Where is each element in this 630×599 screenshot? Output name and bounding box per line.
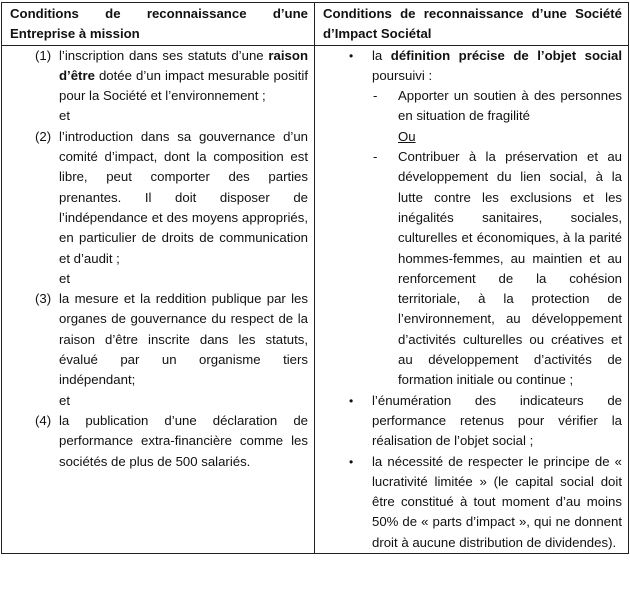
bullet-lucrativite-limitee	[323, 452, 622, 553]
header-entreprise-a-mission: Conditions de reconnaissance d’une Entreprise à mission	[2, 3, 315, 46]
table-body-row	[2, 45, 629, 553]
sub-item-text: Apporter un soutien à des personnes en situation de fragilité	[398, 88, 622, 124]
bullet-text-end: poursuivi :	[372, 67, 433, 83]
header-societe-impact-societal: Conditions de reconnaissance d’une Société d’Impact Sociétal	[315, 3, 629, 46]
conjunction-et: et	[59, 108, 70, 124]
bullet-indicateurs	[323, 391, 622, 452]
conjunction-et: et	[59, 270, 70, 286]
dash-icon: -	[373, 88, 378, 104]
condition-bold-text: raison d’être	[59, 47, 308, 83]
condition-number: (3)	[35, 291, 52, 307]
condition-item-1	[10, 46, 308, 107]
condition-text-end: dotée d’un impact mesurable positif pour la Société et l’environnement ;	[59, 67, 308, 104]
condition-item-4	[10, 411, 308, 472]
condition-number: (4)	[35, 412, 52, 428]
condition-number: (1)	[35, 47, 52, 63]
bullet-text: la	[372, 47, 391, 63]
bullet-text: la nécessité de respecter le principe de « lucrativité limitée » (le capital social doit être constitué à tout moment d’au moins 50% de « parts d’impact », qui ne donnent droit à aucune distribution de dividendes).	[372, 453, 622, 550]
right-cell	[315, 45, 629, 553]
condition-number: (2)	[35, 128, 52, 144]
dash-icon: -	[373, 149, 378, 165]
condition-text: la publication d’une déclaration de performance extra-financière comme les sociétés de plus de 500 salariés.	[59, 412, 308, 469]
bullet-text: l’énumération des indicateurs de performance retenus pour vérifier la réalisation de l’objet social ;	[372, 392, 622, 449]
bullet-objet-social	[323, 46, 622, 87]
sub-item-soutien	[323, 86, 622, 127]
sub-item-lien-social	[323, 147, 622, 391]
condition-item-2	[10, 127, 308, 269]
bullet-icon: •	[349, 393, 354, 408]
condition-text: la mesure et la reddition publique par les organes de gouvernance du respect de la raison d’être inscrite dans les statuts, évalué par un organisme tiers indépendant;	[59, 291, 308, 388]
comparison-table	[1, 2, 629, 554]
bullet-bold-text: définition précise de l’objet social	[390, 47, 623, 63]
bullet-icon: •	[349, 454, 354, 469]
condition-text: l’inscription dans ses statuts d’une	[59, 47, 269, 63]
bullet-icon: •	[349, 48, 354, 63]
sub-item-text: Contribuer à la préservation et au développement du lien social, à la lutte contre les exclusions et les inégalités sanitaires, sociales, culturelles et économiques, à la parité hommes-femmes, au maintien et au renforcement de la cohésion territoriale, à la protection de l’environnement, au développement d’activités culturelles ou créatives et au développement d’activités de formation initiale ou continue ;	[398, 149, 622, 388]
condition-item-3	[10, 289, 308, 390]
conjunction-et: et	[59, 392, 70, 408]
condition-text: l’introduction dans sa gouvernance d’un comité d’impact, dont la composition est libre, peut comporter des parties prenantes. Il doit disposer de l’indépendance et des moyens appropriés, en particulier de droits de communication et d’audit ;	[59, 128, 308, 266]
or-separator: Ou	[398, 128, 416, 144]
table-header-row	[2, 3, 629, 46]
left-cell	[2, 45, 315, 553]
